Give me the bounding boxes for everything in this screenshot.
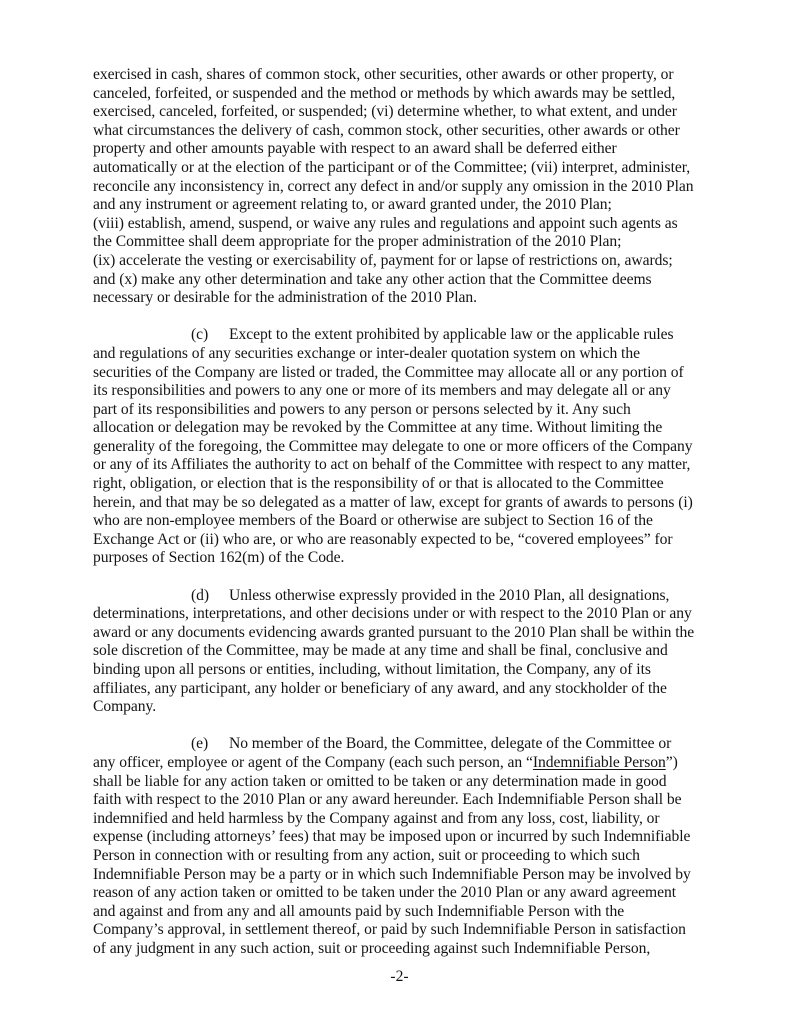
paragraph-label: (c) bbox=[191, 326, 209, 344]
text-line bbox=[93, 754, 723, 773]
text-line-first bbox=[93, 587, 723, 606]
text-line: indemnified and held harmless by the Company against and from any loss, cost, liability, or bbox=[93, 809, 660, 827]
text-line: and (x) make any other determination and take any other action that the Committee deems bbox=[93, 270, 652, 288]
text-line: its responsibilities and powers to any one or more of its members and may delegate all or any bbox=[93, 382, 671, 400]
text-segment: ”) bbox=[665, 753, 678, 771]
text-line: (ix) accelerate the vesting or exercisability of, payment for or lapse of restrictions on, awards; bbox=[93, 251, 673, 269]
text-line: exercised in cash, shares of common stock, other securities, other awards or other property, or bbox=[93, 66, 674, 83]
text-line: canceled, forfeited, or suspended and the method or methods by which awards may be settled, bbox=[93, 84, 676, 102]
text-line: part of its responsibilities and powers to any person or persons selected by it. Any such bbox=[93, 400, 631, 418]
paragraph-d bbox=[93, 587, 723, 717]
paragraph-continuation bbox=[93, 66, 723, 308]
text-line: automatically or at the election of the participant or of the Committee; (vii) interpret, administer, bbox=[93, 158, 691, 176]
text-line: affiliates, any participant, any holder or beneficiary of any award, and any stockholder of the bbox=[93, 679, 667, 697]
text-line-first bbox=[93, 735, 723, 754]
text-line: purposes of Section 162(m) of the Code. bbox=[93, 549, 345, 567]
text-line-content: No member of the Board, the Committee, delegate of the Committee or bbox=[229, 735, 672, 753]
text-line: of any judgment in any such action, suit or proceeding against such Indemnifiable Person, bbox=[93, 939, 651, 957]
text-line: and regulations of any securities exchange or inter-dealer quotation system on which the bbox=[93, 344, 640, 362]
text-line: right, obligation, or election that is the responsibility of or that is allocated to the Committee bbox=[93, 475, 664, 493]
paragraph-e bbox=[93, 735, 723, 958]
text-line: Exchange Act or (ii) who are, or who are reasonably expected to be, “covered employees” for bbox=[93, 530, 673, 548]
text-segment: any officer, employee or agent of the Company (each such person, an “ bbox=[93, 753, 533, 771]
text-line: determinations, interpretations, and other decisions under or with respect to the 2010 Plan or any bbox=[93, 605, 692, 623]
text-line: herein, and that may be so delegated as a matter of law, except for grants of awards to persons (i) bbox=[93, 493, 693, 511]
text-line-content: Unless otherwise expressly provided in the 2010 Plan, all designations, bbox=[229, 586, 670, 604]
text-line: property and other amounts payable with respect to an award shall be deferred either bbox=[93, 140, 617, 158]
text-line: who are non-employee members of the Board or otherwise are subject to Section 16 of the bbox=[93, 512, 653, 530]
paragraph-label: (d) bbox=[191, 586, 210, 604]
page-number: -2- bbox=[390, 968, 409, 985]
text-line: Company. bbox=[93, 698, 157, 716]
text-line: necessary or desirable for the administration of the 2010 Plan. bbox=[93, 289, 477, 307]
text-line: what circumstances the delivery of cash, common stock, other securities, other awards or other bbox=[93, 121, 680, 139]
text-line: sole discretion of the Committee, may be made at any time and shall be final, conclusive and bbox=[93, 642, 668, 660]
text-line: binding upon all persons or entities, including, without limitation, the Company, any of its bbox=[93, 661, 651, 678]
text-line: or any of its Affiliates the authority to act on behalf of the Committee with respect to any matter, bbox=[93, 456, 691, 474]
text-line-content: Except to the extent prohibited by applicable law or the applicable rules bbox=[229, 326, 674, 344]
document-body bbox=[93, 66, 723, 959]
paragraph-c bbox=[93, 326, 723, 568]
text-line: the Committee shall deem appropriate for the proper administration of the 2010 Plan; bbox=[93, 233, 622, 251]
text-line: faith with respect to the 2010 Plan or any award hereunder. Each Indemnifiable Person shall be bbox=[93, 791, 682, 809]
text-line: Person in connection with or resulting from any action, suit or proceeding to which such bbox=[93, 846, 640, 864]
text-line: allocation or delegation may be revoked by the Committee at any time. Without limiting the bbox=[93, 419, 663, 437]
text-line: shall be liable for any action taken or omitted to be taken or any determination made in good bbox=[93, 772, 667, 790]
text-line: (viii) establish, amend, suspend, or waive any rules and regulations and appoint such agents as bbox=[93, 214, 678, 232]
paragraph-label: (e) bbox=[191, 735, 209, 753]
text-line: Indemnifiable Person may be a party or in which such Indemnifiable Person may be involved by bbox=[93, 865, 691, 883]
text-line: award or any documents evidencing awards granted pursuant to the 2010 Plan shall be within the bbox=[93, 623, 695, 641]
text-line: expense (including attorneys’ fees) that may be imposed upon or incurred by such Indemnifiable bbox=[93, 828, 691, 846]
text-line: exercised, canceled, forfeited, or suspended; (vi) determine whether, to what extent, and under bbox=[93, 103, 677, 121]
defined-term-indemnifiable-person: Indemnifiable Person bbox=[532, 753, 666, 771]
text-line: reason of any action taken or omitted to be taken under the 2010 Plan or any award agreement bbox=[93, 884, 676, 902]
text-line: and against and from any and all amounts paid by such Indemnifiable Person with the bbox=[93, 902, 625, 920]
text-line-first bbox=[93, 326, 723, 345]
text-line: generality of the foregoing, the Committee may delegate to one or more officers of the Company bbox=[93, 437, 693, 455]
text-line: securities of the Company are listed or traded, the Committee may allocate all or any portion of bbox=[93, 363, 684, 381]
text-line: reconcile any inconsistency in, correct any defect in and/or supply any omission in the 2010 Plan bbox=[93, 177, 694, 195]
text-line: and any instrument or agreement relating to, or award granted under, the 2010 Plan; bbox=[93, 196, 612, 214]
text-line: Company’s approval, in settlement thereof, or paid by such Indemnifiable Person in satisfaction bbox=[93, 921, 686, 939]
